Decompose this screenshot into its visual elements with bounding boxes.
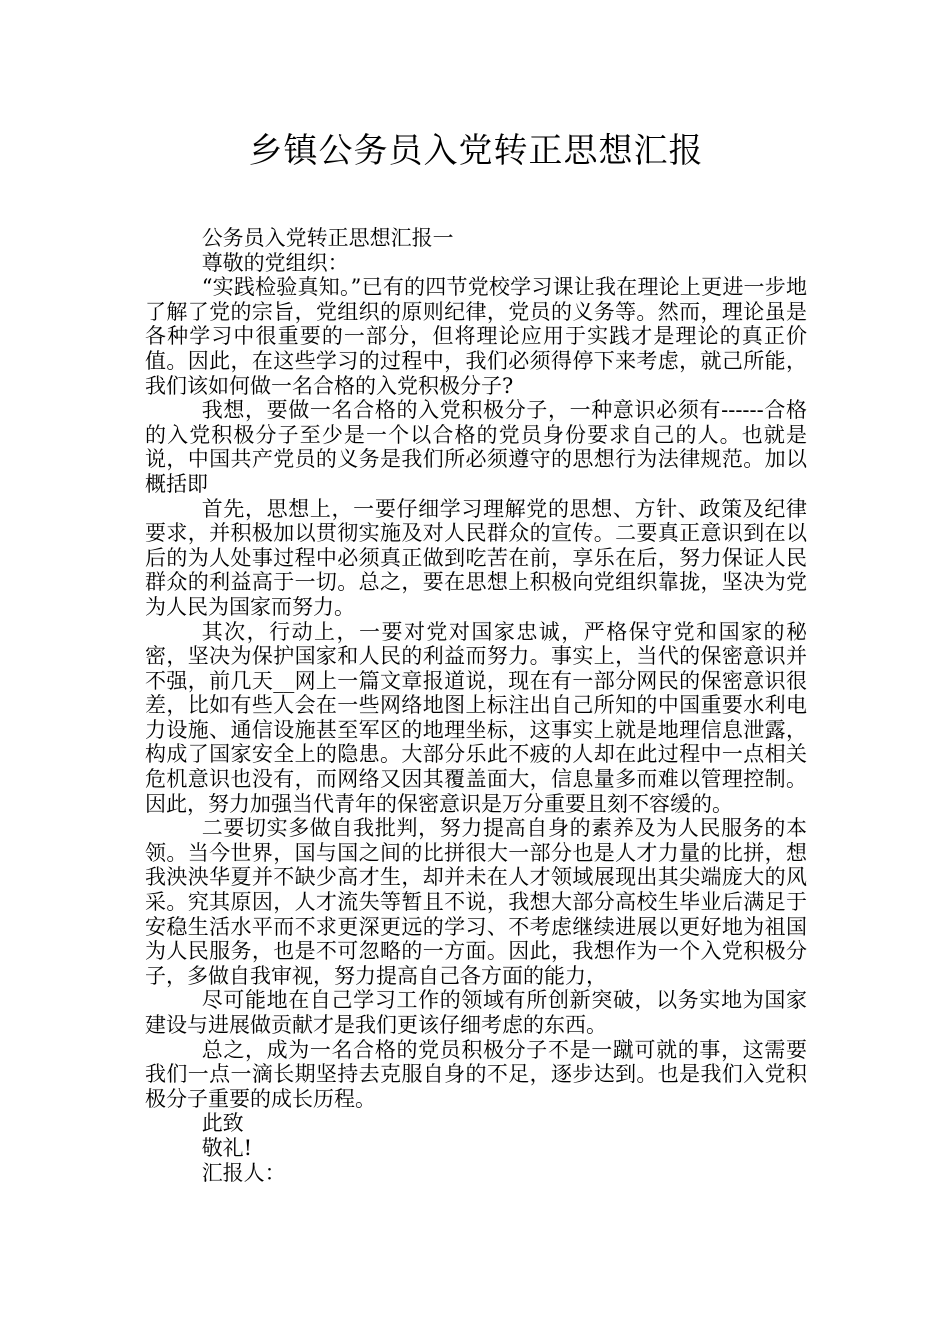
signature-label: 汇报人： <box>201 1160 286 1185</box>
closing-line-2: 敬礼! <box>201 1135 253 1160</box>
paragraph-4: 其次，行动上，一要对党对国家忠诚，严格保守党和国家的秘密，坚决为保护国家和人民的利益而努力。事实上，当代的保密意识并不强，前几天__网上一篇文章报道说，现在有一部分网民的保密意识很差，比如有些人会在一些网络地图上标注出自己所知的中国重要水利电力设施、通信设施甚至军区的地理坐标，这事实上就是地理信息泄露，构成了国家安全上的隐患。大部分乐此不疲的人却在此过程中一点相关危机意识也没有，而网络又因其覆盖面大，信息量多而难以管理控制。因此，努力加强当代青年的保密意识是万分重要且刻不容缓的。 <box>145 619 807 816</box>
document-title: 乡镇公务员入党转正思想汇报 <box>248 131 704 171</box>
paragraph-3: 首先，思想上，一要仔细学习理解党的思想、方针、政策及纪律要求，并积极加以贯彻实施及对人民群众的宣传。二要真正意识到在以后的为人处事过程中必须真正做到吃苦在前，享乐在后，努力保证人民群众的利益高于一切。总之，要在思想上积极向党组织靠拢，坚决为党为人民为国家而努力。 <box>145 496 807 619</box>
paragraph-7: 总之，成为一名合格的党员积极分子不是一蹴可就的事，这需要我们一点一滴长期坚持去克服自身的不足，逐步达到。也是我们入党积极分子重要的成长历程。 <box>145 1037 807 1111</box>
paragraph-1: “实践检验真知。”已有的四节党校学习课让我在理论上更进一步地了解了党的宗旨，党组织的原则纪律，党员的义务等。然而，理论虽是各种学习中很重要的一部分，但将理论应用于实践才是理论的真正价值。因此，在这些学习的过程中，我们必须得停下来考虑，就己所能，我们该如何做一名合格的入党积极分子? <box>145 275 807 398</box>
closing-line-1: 此致 <box>201 1111 244 1136</box>
document-body <box>145 226 807 1185</box>
document-subtitle: 公务员入党转正思想汇报一 <box>201 226 454 250</box>
paragraph-2: 我想，要做一名合格的入党积极分子，一种意识必须有------合格的入党积极分子至少是一个以合格的党员身份要求自己的人。也就是说，中国共产党员的义务是我们所必须遵守的思想行为法律规范。加以概括即 <box>145 398 807 496</box>
document-page <box>145 128 807 1185</box>
salutation: 尊敬的党组织： <box>201 250 349 275</box>
paragraph-5: 二要切实多做自我批判，努力提高自身的素养及为人民服务的本领。当今世界，国与国之间的比拼很大一部分也是人才力量的比拼，想我泱泱华夏并不缺少高才生，却并未在人才领域展现出其尖端庞大的风采。究其原因，人才流失等暂且不说，我想大部分高校生毕业后满足于安稳生活水平而不求更深更远的学习、不考虑继续进展以更好地为祖国为人民服务，也是不可忽略的一方面。因此，我想作为一个入党积极分子，多做自我审视，努力提高自己各方面的能力， <box>145 816 807 988</box>
paragraph-6: 尽可能地在自己学习工作的领域有所创新突破，以务实地为国家建设与进展做贡献才是我们更该仔细考虑的东西。 <box>145 988 807 1037</box>
